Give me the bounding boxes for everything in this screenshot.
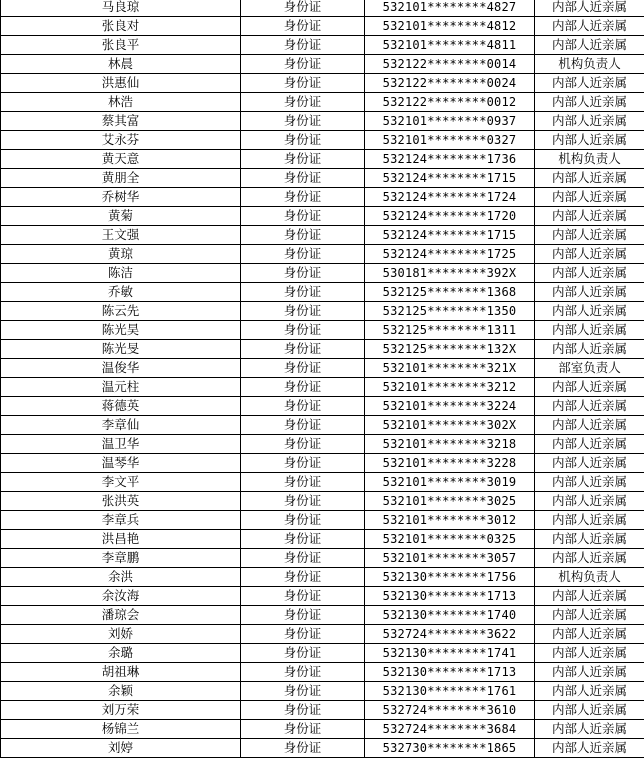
table-row (1, 511, 644, 530)
table-row (1, 0, 644, 17)
cell-id-number: 532125********132X (365, 340, 535, 359)
cell-relation: 内部人近亲属 (535, 112, 644, 131)
cell-relation: 内部人近亲属 (535, 416, 644, 435)
cell-document-type: 身份证 (241, 568, 365, 587)
cell-id-number: 532101********4811 (365, 36, 535, 55)
table-row (1, 473, 644, 492)
cell-name: 李文平 (1, 473, 241, 492)
cell-name: 洪昌艳 (1, 530, 241, 549)
table-row (1, 55, 644, 74)
cell-name: 王文强 (1, 226, 241, 245)
cell-id-number: 532130********1761 (365, 682, 535, 701)
cell-relation: 内部人近亲属 (535, 454, 644, 473)
cell-relation: 内部人近亲属 (535, 701, 644, 720)
cell-name: 刘娇 (1, 625, 241, 644)
table-row (1, 416, 644, 435)
cell-name: 温俊华 (1, 359, 241, 378)
cell-name: 艾永芬 (1, 131, 241, 150)
cell-name: 乔敏 (1, 283, 241, 302)
cell-document-type: 身份证 (241, 17, 365, 36)
cell-document-type: 身份证 (241, 207, 365, 226)
cell-document-type: 身份证 (241, 226, 365, 245)
cell-id-number: 532730********1865 (365, 739, 535, 758)
cell-name: 潘琼会 (1, 606, 241, 625)
cell-id-number: 532101********3019 (365, 473, 535, 492)
cell-document-type: 身份证 (241, 264, 365, 283)
cell-document-type: 身份证 (241, 340, 365, 359)
cell-relation: 内部人近亲属 (535, 169, 644, 188)
table-row (1, 587, 644, 606)
cell-document-type: 身份证 (241, 625, 365, 644)
cell-id-number: 532101********0325 (365, 530, 535, 549)
cell-relation: 内部人近亲属 (535, 226, 644, 245)
table-row (1, 644, 644, 663)
cell-relation: 机构负责人 (535, 55, 644, 74)
cell-id-number: 530181********392X (365, 264, 535, 283)
cell-name: 李章仙 (1, 416, 241, 435)
cell-relation: 机构负责人 (535, 568, 644, 587)
cell-id-number: 532130********1713 (365, 587, 535, 606)
cell-name: 李章兵 (1, 511, 241, 530)
cell-relation: 内部人近亲属 (535, 245, 644, 264)
table-row (1, 188, 644, 207)
cell-relation: 内部人近亲属 (535, 93, 644, 112)
cell-id-number: 532101********4827 (365, 0, 535, 17)
table-row (1, 359, 644, 378)
cell-document-type: 身份证 (241, 131, 365, 150)
table-row (1, 397, 644, 416)
table-row (1, 226, 644, 245)
cell-relation: 内部人近亲属 (535, 302, 644, 321)
table-row (1, 606, 644, 625)
table-row (1, 150, 644, 169)
cell-id-number: 532101********3012 (365, 511, 535, 530)
cell-relation: 内部人近亲属 (535, 511, 644, 530)
cell-name: 陈洁 (1, 264, 241, 283)
cell-document-type: 身份证 (241, 720, 365, 739)
cell-document-type: 身份证 (241, 644, 365, 663)
table-row (1, 17, 644, 36)
cell-relation: 内部人近亲属 (535, 492, 644, 511)
table-row (1, 112, 644, 131)
cell-id-number: 532130********1756 (365, 568, 535, 587)
cell-name: 李章鹏 (1, 549, 241, 568)
table-row (1, 283, 644, 302)
cell-relation: 部室负责人 (535, 359, 644, 378)
cell-name: 刘婷 (1, 739, 241, 758)
table-row (1, 340, 644, 359)
table-row (1, 739, 644, 758)
cell-document-type: 身份证 (241, 701, 365, 720)
cell-relation: 内部人近亲属 (535, 663, 644, 682)
cell-document-type: 身份证 (241, 416, 365, 435)
cell-id-number: 532122********0014 (365, 55, 535, 74)
cell-document-type: 身份证 (241, 150, 365, 169)
cell-id-number: 532101********0327 (365, 131, 535, 150)
cell-relation: 内部人近亲属 (535, 587, 644, 606)
cell-relation: 内部人近亲属 (535, 682, 644, 701)
cell-name: 温琴华 (1, 454, 241, 473)
table-row (1, 454, 644, 473)
cell-document-type: 身份证 (241, 55, 365, 74)
cell-id-number: 532101********321X (365, 359, 535, 378)
table-row (1, 492, 644, 511)
cell-id-number: 532125********1350 (365, 302, 535, 321)
cell-name: 陈光昊 (1, 321, 241, 340)
table-row (1, 663, 644, 682)
cell-document-type: 身份证 (241, 93, 365, 112)
cell-document-type: 身份证 (241, 435, 365, 454)
cell-name: 蔡其富 (1, 112, 241, 131)
table-row (1, 302, 644, 321)
cell-name: 乔树华 (1, 188, 241, 207)
cell-relation: 内部人近亲属 (535, 188, 644, 207)
cell-relation: 内部人近亲属 (535, 625, 644, 644)
cell-relation: 内部人近亲属 (535, 17, 644, 36)
cell-document-type: 身份证 (241, 663, 365, 682)
cell-relation: 内部人近亲属 (535, 321, 644, 340)
cell-relation: 内部人近亲属 (535, 397, 644, 416)
table-row (1, 131, 644, 150)
cell-name: 黄琼 (1, 245, 241, 264)
cell-document-type: 身份证 (241, 74, 365, 93)
cell-id-number: 532101********302X (365, 416, 535, 435)
table-body (1, 0, 644, 758)
table-row (1, 701, 644, 720)
cell-relation: 内部人近亲属 (535, 530, 644, 549)
cell-document-type: 身份证 (241, 473, 365, 492)
cell-document-type: 身份证 (241, 606, 365, 625)
table-row (1, 264, 644, 283)
cell-id-number: 532124********1725 (365, 245, 535, 264)
cell-relation: 内部人近亲属 (535, 549, 644, 568)
cell-id-number: 532101********3025 (365, 492, 535, 511)
cell-document-type: 身份证 (241, 0, 365, 17)
cell-name: 黄菊 (1, 207, 241, 226)
cell-document-type: 身份证 (241, 511, 365, 530)
cell-relation: 内部人近亲属 (535, 131, 644, 150)
cell-relation: 内部人近亲属 (535, 606, 644, 625)
table-row (1, 74, 644, 93)
cell-id-number: 532724********3610 (365, 701, 535, 720)
cell-relation: 内部人近亲属 (535, 264, 644, 283)
cell-id-number: 532122********0012 (365, 93, 535, 112)
table-row (1, 530, 644, 549)
cell-document-type: 身份证 (241, 549, 365, 568)
table-row (1, 568, 644, 587)
table-row (1, 435, 644, 454)
table-row (1, 245, 644, 264)
cell-name: 余颖 (1, 682, 241, 701)
table-row (1, 207, 644, 226)
cell-document-type: 身份证 (241, 454, 365, 473)
cell-name: 余洪 (1, 568, 241, 587)
cell-id-number: 532130********1740 (365, 606, 535, 625)
cell-relation: 内部人近亲属 (535, 283, 644, 302)
cell-id-number: 532125********1311 (365, 321, 535, 340)
cell-name: 余璐 (1, 644, 241, 663)
cell-relation: 内部人近亲属 (535, 340, 644, 359)
cell-id-number: 532124********1720 (365, 207, 535, 226)
cell-name: 温卫华 (1, 435, 241, 454)
cell-id-number: 532124********1715 (365, 169, 535, 188)
cell-id-number: 532101********3228 (365, 454, 535, 473)
table-row (1, 720, 644, 739)
cell-id-number: 532724********3622 (365, 625, 535, 644)
cell-document-type: 身份证 (241, 530, 365, 549)
cell-document-type: 身份证 (241, 283, 365, 302)
cell-document-type: 身份证 (241, 321, 365, 340)
cell-id-number: 532124********1736 (365, 150, 535, 169)
cell-relation: 内部人近亲属 (535, 473, 644, 492)
cell-id-number: 532101********3224 (365, 397, 535, 416)
cell-document-type: 身份证 (241, 36, 365, 55)
cell-relation: 内部人近亲属 (535, 435, 644, 454)
table-row (1, 169, 644, 188)
cell-relation: 内部人近亲属 (535, 378, 644, 397)
cell-document-type: 身份证 (241, 682, 365, 701)
cell-name: 马良琼 (1, 0, 241, 17)
cell-document-type: 身份证 (241, 492, 365, 511)
cell-document-type: 身份证 (241, 188, 365, 207)
cell-id-number: 532101********3212 (365, 378, 535, 397)
cell-relation: 内部人近亲属 (535, 207, 644, 226)
cell-document-type: 身份证 (241, 397, 365, 416)
cell-name: 余汝海 (1, 587, 241, 606)
cell-name: 胡祖琳 (1, 663, 241, 682)
cell-name: 蒋德英 (1, 397, 241, 416)
cell-id-number: 532124********1724 (365, 188, 535, 207)
cell-relation: 内部人近亲属 (535, 0, 644, 17)
cell-name: 林浩 (1, 93, 241, 112)
cell-document-type: 身份证 (241, 169, 365, 188)
cell-document-type: 身份证 (241, 587, 365, 606)
cell-id-number: 532101********4812 (365, 17, 535, 36)
table-row (1, 36, 644, 55)
cell-name: 洪惠仙 (1, 74, 241, 93)
cell-relation: 内部人近亲属 (535, 644, 644, 663)
cell-document-type: 身份证 (241, 378, 365, 397)
cell-name: 黄朋全 (1, 169, 241, 188)
cell-document-type: 身份证 (241, 245, 365, 264)
table-row (1, 378, 644, 397)
cell-id-number: 532122********0024 (365, 74, 535, 93)
cell-id-number: 532101********3057 (365, 549, 535, 568)
cell-id-number: 532125********1368 (365, 283, 535, 302)
cell-name: 黄天意 (1, 150, 241, 169)
table-row (1, 549, 644, 568)
cell-relation: 内部人近亲属 (535, 36, 644, 55)
cell-id-number: 532101********0937 (365, 112, 535, 131)
cell-name: 陈云先 (1, 302, 241, 321)
table-row (1, 321, 644, 340)
table-row (1, 625, 644, 644)
table-row (1, 93, 644, 112)
cell-document-type: 身份证 (241, 739, 365, 758)
cell-id-number: 532124********1715 (365, 226, 535, 245)
cell-relation: 内部人近亲属 (535, 739, 644, 758)
cell-name: 张良平 (1, 36, 241, 55)
cell-name: 杨锦兰 (1, 720, 241, 739)
cell-document-type: 身份证 (241, 302, 365, 321)
cell-relation: 机构负责人 (535, 150, 644, 169)
cell-name: 林晨 (1, 55, 241, 74)
cell-relation: 内部人近亲属 (535, 720, 644, 739)
cell-id-number: 532724********3684 (365, 720, 535, 739)
cell-relation: 内部人近亲属 (535, 74, 644, 93)
cell-document-type: 身份证 (241, 359, 365, 378)
cell-name: 张良对 (1, 17, 241, 36)
table-row (1, 682, 644, 701)
cell-id-number: 532130********1741 (365, 644, 535, 663)
cell-document-type: 身份证 (241, 112, 365, 131)
cell-name: 陈光旻 (1, 340, 241, 359)
cell-id-number: 532130********1713 (365, 663, 535, 682)
cell-name: 刘万荣 (1, 701, 241, 720)
cell-name: 张洪英 (1, 492, 241, 511)
cell-id-number: 532101********3218 (365, 435, 535, 454)
cell-name: 温元柱 (1, 378, 241, 397)
